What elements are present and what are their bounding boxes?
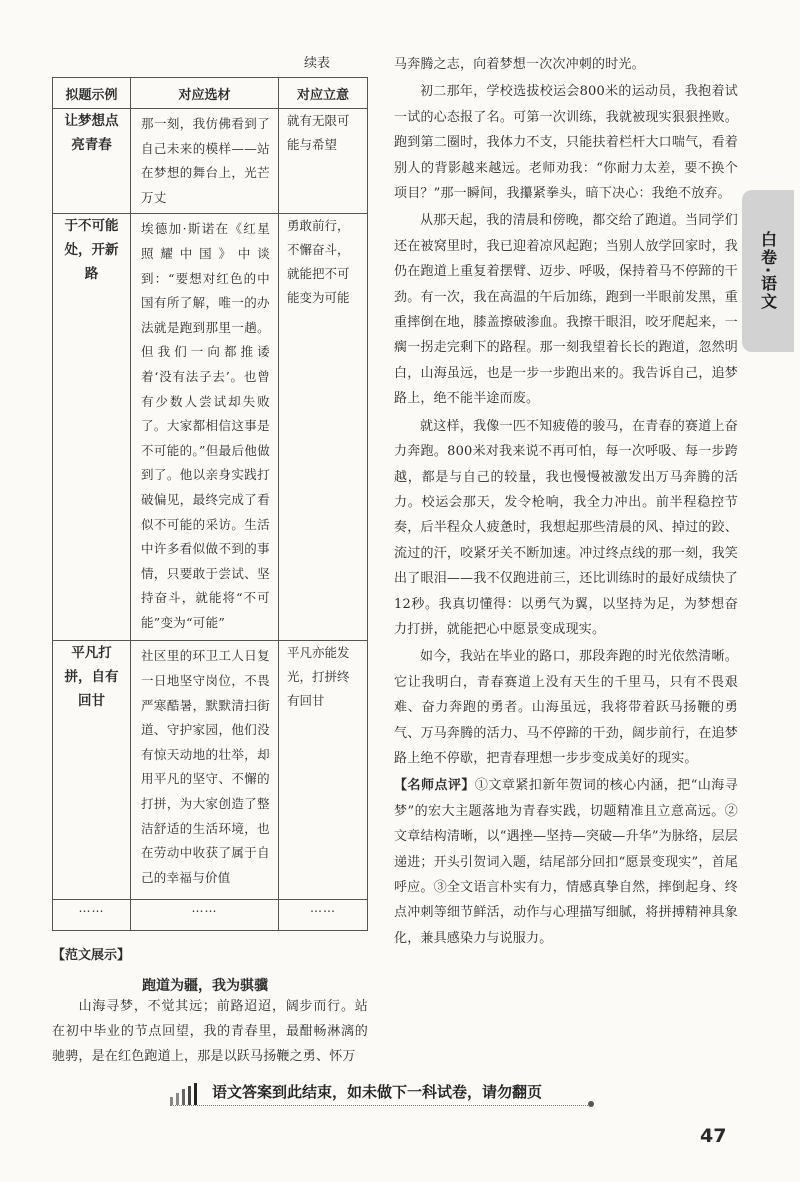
footer-notice [170,1077,610,1113]
comment-text: ①文章紧扣新年贺词的核心内涵，把“山海寻梦”的宏大主题落地为青春实践，切题精准且立意高远。②文章结构清晰，以“遇挫—坚持—突破—升华”为脉络，层层递进；开头引贺词入题，结尾部分回扣“愿景变现实”，首尾呼应。③全文语言朴实有力，情感真挚自然，摔倒起身、终点冲刺等细节鲜活，动作与心理描写细腻，将拼搏精神具象化，兼具感染力与说服力。 [394,778,738,946]
essay-opening: 山海寻梦，不觉其远；前路迢迢，阔步而行。站在初中毕业的节点回望，我的青春里，最酣畅淋漓的驰骋，是在红色跑道上，那是以跃马扬鞭之勇、怀万 [52,999,368,1064]
subject-side-tab [742,190,794,352]
row-material: 埃德加·斯诺在《红星照耀中国》中谈到：“要想对红色的中国有所了解，唯一的办法就是跑到那里一趟。但我们一向都推诿着‘没有法子去’。也曾有少数人尝试却失败了。大家都相信这事是不可能的。”但最后他做到了。他以亲身实践打破偏见，最终完成了看似不可能的采访。生活中许多看似做不到的事情，只要敢于尝试、坚持奋斗，就能将“不可能”变为“可能” [131,214,279,641]
row-topic: 平凡打拼，自有回甘 [53,641,131,900]
footer-dot-icon [588,1101,594,1107]
essay-section-label: 【范文展示】 [52,948,131,963]
row-topic: …… [53,900,131,931]
header-topic: 拟题示例 [53,78,131,109]
row-topic: 让梦想点亮青春 [53,109,131,214]
footer-divider [170,1105,590,1106]
table-row [53,900,368,931]
table-header-row [53,78,368,109]
row-topic: 于不可能处，开新路 [53,214,131,641]
essay-paragraph: 从那天起，我的清晨和傍晚，都交给了跑道。当同学们还在被窝里时，我已迎着凉风起跑；当别人放学回家时，我仍在跑道上重复着摆臂、迈步、呼吸，保持着马不停蹄的干劲。有一次，我在高温的午后加练，跑到一半眼前发黑，重重摔倒在地，膝盖擦破渗血。我擦干眼泪，咬牙爬起来，一瘸一拐走完剩下的路程。那一刻我望着长长的跑道，忽然明白，山海虽远，也是一步一步跑出来的。我告诉自己，追梦路上，绝不能半途而废。 [394,213,738,407]
teacher-comment [394,773,738,951]
essay-title: 跑道为疆，我为骐骥 [142,978,268,994]
row-material: …… [131,900,279,931]
essay-paragraph: 马奔腾之志，向着梦想一次次冲刺的时光。 [394,57,645,72]
essay-body [394,52,738,951]
table-row [53,641,368,900]
row-material: 那一刻，我仿佛看到了自己未来的模样——站在梦想的舞台上，光芒万丈 [131,109,279,214]
row-idea: 勇敢前行，不懈奋斗，就能把不可能变为可能 [279,214,368,641]
header-idea: 对应立意 [279,78,368,109]
table-row [53,109,368,214]
row-idea: 平凡亦能发光，打拼终有回甘 [279,641,368,900]
topic-table [52,77,368,931]
row-idea: 就有无限可能与希望 [279,109,368,214]
footer-text: 语文答案到此结束，如未做下一科试卷，请勿翻页 [212,1083,543,1101]
comment-label: 【名师点评】 [394,778,475,794]
header-material: 对应选材 [131,78,279,109]
page-number: 47 [700,1125,727,1147]
side-tab-label: 白卷·语文 [758,230,778,312]
essay-paragraph: 初二那年，学校选拔校运会800米的运动员，我抱着试一试的心态报了名。可第一次训练，我就被现实狠狠挫败。跑到第二圈时，我体力不支，只能扶着栏杆大口喘气，看着别人的背影越来越远。老师劝我：“你耐力太差，要不换个项目？”那一瞬间，我攥紧拳头，暗下决心：我绝不放弃。 [394,84,738,202]
row-idea: …… [279,900,368,931]
table-row [53,214,368,641]
essay-paragraph: 就这样，我像一匹不知疲倦的骏马，在青春的赛道上奋力奔跑。800米对我来说不再可怕，每一次呼吸、每一步跨越，都是与自己的较量，我也慢慢被激发出万马奔腾的活力。校运会那天，发令枪响，我全力冲出。前半程稳控节奏，后半程众人疲惫时，我想起那些清晨的风、掉过的跤、流过的汗，咬紧牙关不断加速。冲过终点线的那一刻，我笑出了眼泪——我不仅跑进前三，还比训练时的最好成绩快了12秒。我真切懂得：以勇气为翼，以坚持为足，为梦想奋力打拼，就能把心中愿景变成现实。 [394,418,738,637]
table-caption: 续表 [304,56,331,71]
essay-paragraph: 如今，我站在毕业的路口，那段奔跑的时光依然清晰。它让我明白，青春赛道上没有天生的千里马，只有不畏艰难、奋力奔跑的勇者。山海虽远，我将带着跃马扬鞭的勇气、万马奔腾的活力、马不停蹄的干劲，阔步前行，在追梦路上绝不停歇，把青春理想一步步变成美好的现实。 [394,649,738,766]
row-material: 社区里的环卫工人日复一日地坚守岗位，不畏严寒酷暑，默默清扫街道、守护家园，他们没有惊天动地的壮举，却用平凡的坚守、不懈的打拼，为大家创造了整洁舒适的生活环境，也在劳动中收获了属于自己的幸福与价值 [131,641,279,900]
signal-bars-icon [170,1083,204,1105]
